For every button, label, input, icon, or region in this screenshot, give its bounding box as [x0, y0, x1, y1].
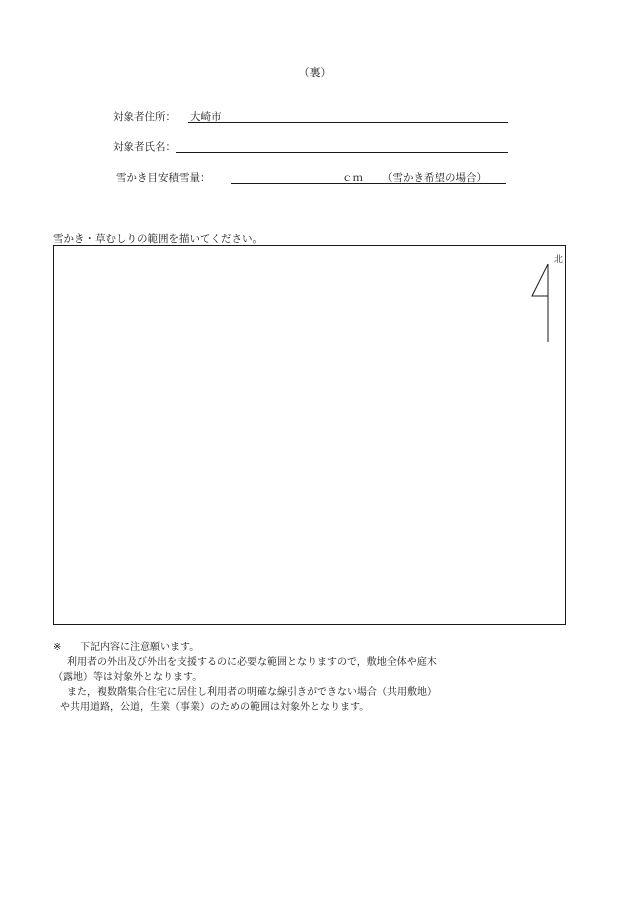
- note-line-2: （露地）等は対象外となります。: [53, 672, 203, 683]
- name-label: 対象者氏名：: [113, 141, 176, 153]
- drawing-instruction: 雪かき・草むしりの範囲を描いてください。: [53, 233, 263, 245]
- snow-depth-label: 雪かき目安積雪量：: [116, 172, 211, 184]
- page-side-label: （裏）: [298, 66, 332, 79]
- name-field[interactable]: [176, 138, 508, 153]
- snow-depth-note: （雪かき希望の場合）: [382, 172, 487, 184]
- address-value: 大崎市: [190, 111, 222, 123]
- address-field[interactable]: [188, 108, 508, 123]
- note-line-1: 利用者の外出及び外出を支援するのに必要な範囲となりますので，敷地全体や庭木: [67, 657, 437, 668]
- drawing-area[interactable]: [53, 245, 566, 625]
- address-label: 対象者住所：: [113, 111, 176, 123]
- note-line-3: また，複数階集合住宅に居住し利用者の明確な線引きができない場合（共用敷地）: [67, 687, 437, 698]
- note-mark: ※: [53, 642, 62, 653]
- north-arrow-icon: [528, 262, 558, 346]
- note-line-4: や共用道路，公道，生業（事業）のための範囲は対象外となります。: [60, 702, 370, 713]
- north-label: 北: [554, 255, 564, 265]
- snow-depth-unit: ｃｍ: [342, 172, 363, 184]
- note-heading: 下記内容に注意願います。: [80, 642, 200, 653]
